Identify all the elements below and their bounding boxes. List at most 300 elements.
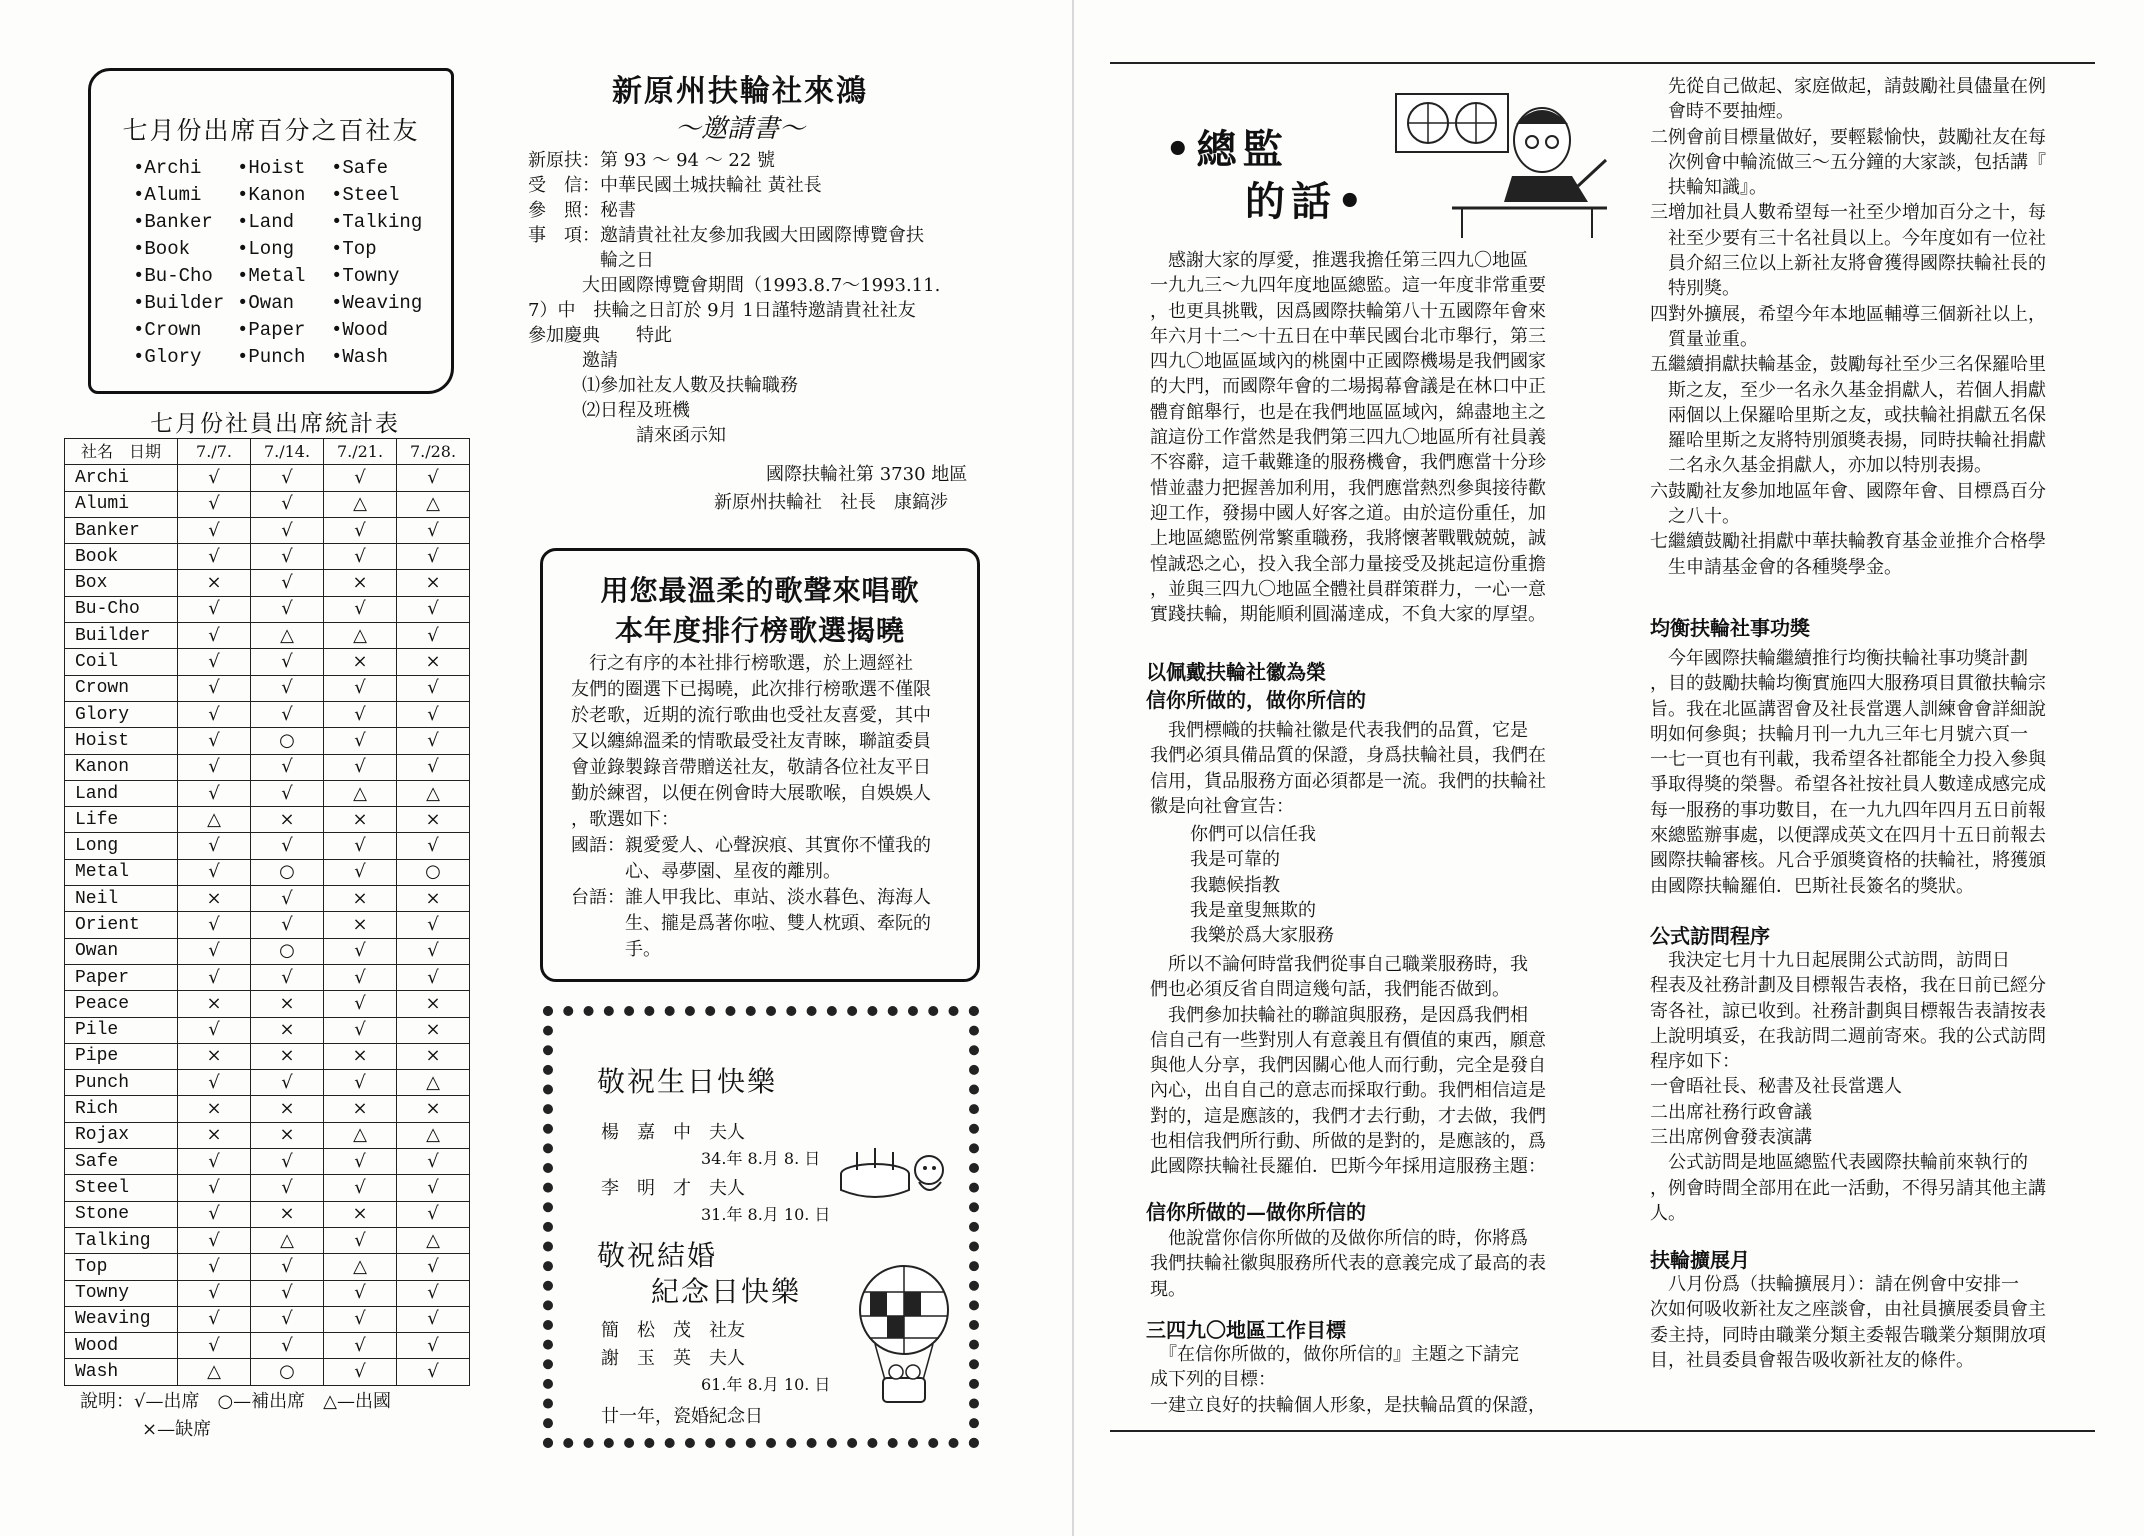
attendance-mark-cell: √ xyxy=(251,833,324,859)
text-line: 上地區總監例常繁重職務，我將懷著戰戰兢兢，誠 xyxy=(1150,528,1546,550)
governor-creed xyxy=(1190,822,1334,948)
attendance-mark-cell: √ xyxy=(178,1175,251,1201)
attendance-mark-cell: √ xyxy=(397,833,470,859)
attendance-mark-cell: √ xyxy=(251,754,324,780)
attendance-mark-cell: △ xyxy=(397,780,470,806)
governor-para4 xyxy=(1150,1226,1546,1302)
attendance-mark-cell: √ xyxy=(397,596,470,622)
attendance-mark-cell: √ xyxy=(397,938,470,964)
text-line: 次如何吸收新社友之座談會，由社員擴展委員會主 xyxy=(1650,1299,2046,1321)
attendance-mark-cell: × xyxy=(251,1122,324,1148)
text-line: 他說當你信你所做的及做你所信的時，你將爲 xyxy=(1150,1228,1528,1249)
member-name: •Glory xyxy=(133,346,202,368)
attendance-row xyxy=(65,1227,470,1253)
member-name-cell: Top xyxy=(65,1254,178,1280)
attendance-mark-cell: √ xyxy=(178,675,251,701)
text-line: 惜並盡力把握善加利用，我們應當熱烈參與接待歡 xyxy=(1150,477,1546,499)
header-date: 7./21. xyxy=(324,439,397,465)
member-name-cell: Kanon xyxy=(65,754,178,780)
perfect-attendance-col2 xyxy=(237,155,305,371)
text-line: 一會晤社長、秘書及社長當選人 xyxy=(1650,1076,1902,1098)
attendance-mark-cell: √ xyxy=(178,859,251,885)
legend-line: ×—缺席 xyxy=(142,1419,212,1440)
text-line: 一九九三～九四年度地區總監。這一年度非常重要 xyxy=(1150,275,1546,297)
member-name-cell: Safe xyxy=(65,1149,178,1175)
text-line: 感謝大家的厚愛，推選我擔任第三四九〇地區 xyxy=(1150,250,1528,271)
member-name: •Wood xyxy=(331,319,389,341)
invitation-body xyxy=(528,148,940,448)
attendance-row xyxy=(65,1359,470,1385)
wedding-note: 廿一年，瓷婚紀念日 xyxy=(601,1406,763,1427)
attendance-body xyxy=(65,465,470,1385)
hot-air-balloon-icon xyxy=(849,1262,959,1412)
attendance-row xyxy=(65,728,470,754)
text-line: 二例會前目標量做好，要輕鬆愉快，鼓勵社友在每 xyxy=(1650,126,2046,148)
text-line: 扶輪知識』。 xyxy=(1650,177,1767,199)
song-line: 又以纏綿溫柔的情歌最受社友青睞，聯誼委員 xyxy=(571,731,931,752)
member-name-cell: Long xyxy=(65,833,178,859)
attendance-mark-cell: √ xyxy=(251,886,324,912)
text-line: 生申請基金會的各種獎學金。 xyxy=(1650,556,1902,578)
attendance-row xyxy=(65,1175,470,1201)
attendance-row xyxy=(65,833,470,859)
text-line: 內心，出自自己的意志而採取行動。我們相信這是 xyxy=(1150,1080,1546,1102)
attendance-mark-cell: √ xyxy=(178,1070,251,1096)
text-line: 體育館舉行，也是在我們地區區域內，綿盡地主之 xyxy=(1150,401,1546,423)
attendance-header-row xyxy=(65,439,470,465)
attendance-mark-cell: √ xyxy=(178,964,251,990)
song-line: 手。 xyxy=(571,939,661,960)
attendance-mark-cell: √ xyxy=(397,1333,470,1359)
text-line: 們也必須反省自問這幾句話，我們能否做到。 xyxy=(1150,979,1510,1001)
song-line: 友們的圈選下已揭曉，此次排行榜歌選不僅限 xyxy=(571,679,931,700)
governor-para1 xyxy=(1150,248,1546,627)
wedding-title: 敬祝結婚 xyxy=(597,1239,718,1272)
member-name-cell: Rojax xyxy=(65,1122,178,1148)
attendance-mark-cell: √ xyxy=(397,465,470,491)
attendance-mark-cell: × xyxy=(397,1096,470,1122)
birthday-name: 楊 嘉 中 夫人 xyxy=(601,1122,745,1143)
invitation-sign-district: 國際扶輪社第 3730 地區 xyxy=(766,464,968,485)
song-box xyxy=(540,548,980,982)
attendance-row xyxy=(65,1122,470,1148)
celebration-box xyxy=(543,1006,979,1448)
text-line: 徽是向社會宣告： xyxy=(1150,795,1294,817)
member-name: •Kanon xyxy=(237,184,306,206)
attendance-mark-cell: △ xyxy=(397,491,470,517)
member-name-cell: Builder xyxy=(65,623,178,649)
attendance-mark-cell: √ xyxy=(178,754,251,780)
attendance-mark-cell: √ xyxy=(178,1201,251,1227)
attendance-mark-cell: ○ xyxy=(251,1359,324,1385)
attendance-mark-cell: √ xyxy=(251,1175,324,1201)
text-line: 斯之友，至少一名永久基金捐獻人，若個人捐獻 xyxy=(1650,379,2046,401)
attendance-row xyxy=(65,1306,470,1332)
text-line: 實踐扶輪，期能順利圓滿達成，不負大家的厚望。 xyxy=(1150,604,1546,626)
song-line: 生、攏是爲著你啦、雙人枕頭、牽阮的 xyxy=(571,913,931,934)
text-line: 二名永久基金捐獻人，亦加以特別表揚。 xyxy=(1650,455,1992,477)
member-name-cell: Pile xyxy=(65,1017,178,1043)
attendance-row xyxy=(65,1096,470,1122)
member-name: •Paper xyxy=(237,319,306,341)
member-name-cell: Metal xyxy=(65,859,178,885)
member-name-cell: Rich xyxy=(65,1096,178,1122)
attendance-mark-cell: √ xyxy=(178,1149,251,1175)
attendance-mark-cell: √ xyxy=(178,912,251,938)
section-heading: 信你所做的，做你所信的 xyxy=(1146,688,1366,712)
member-name-cell: Punch xyxy=(65,1070,178,1096)
text-line: 國際扶輪審核。凡合乎頒獎資格的扶輪社，將獲頒 xyxy=(1650,850,2046,872)
member-name: •Safe xyxy=(331,157,389,179)
attendance-mark-cell: √ xyxy=(324,1149,397,1175)
text-line: ，並與三四九〇地區全體社員群策群力，一心一意 xyxy=(1150,578,1546,600)
attendance-mark-cell: √ xyxy=(251,1333,324,1359)
creed-line: 我聽候指教 xyxy=(1190,874,1280,896)
text-line: 次例會中輪流做三～五分鐘的大家談，包括講『 xyxy=(1650,151,2046,173)
member-name: •Book xyxy=(133,238,191,260)
attendance-row xyxy=(65,1043,470,1069)
text-line: 明如何參與；扶輪月刊一九九三年七月號六頁一 xyxy=(1650,723,2028,745)
invitation-sign-president: 新原州扶輪社 社長 康鎬涉 xyxy=(714,492,948,513)
attendance-row xyxy=(65,491,470,517)
top-divider xyxy=(1110,62,2095,64)
invitation-line: 邀請 xyxy=(528,350,618,371)
attendance-mark-cell: √ xyxy=(324,596,397,622)
attendance-row xyxy=(65,517,470,543)
text-line: 我們必須具備品質的保證，身爲扶輪社員，我們在 xyxy=(1150,745,1546,767)
member-name: •Owan xyxy=(237,292,295,314)
text-line: 委主持，同時由職業分類主委報告職業分類開放項 xyxy=(1650,1324,2046,1346)
member-name-cell: Pipe xyxy=(65,1043,178,1069)
attendance-mark-cell: √ xyxy=(251,491,324,517)
song-line: 行之有序的本社排行榜歌選，於上週經社 xyxy=(571,653,913,674)
text-line: 所以不論何時當我們從事自己職業服務時，我 xyxy=(1150,954,1528,975)
attendance-row xyxy=(65,912,470,938)
text-line: 信自己有一些對別人有意義且有價值的東西，願意 xyxy=(1150,1029,1546,1051)
invitation-line: 參 照：秘書 xyxy=(528,200,636,221)
birthday-name: 李 明 才 夫人 xyxy=(601,1178,745,1199)
attendance-mark-cell: × xyxy=(324,807,397,833)
text-line: 我決定七月十九日起展開公式訪問，訪問日 xyxy=(1650,950,2010,971)
section-heading: 三四九〇地區工作目標 xyxy=(1146,1318,1346,1342)
invitation-line: 事 項：邀請貴社社友參加我國大田國際博覽會扶 xyxy=(528,225,924,246)
attendance-mark-cell: √ xyxy=(251,912,324,938)
creed-line: 我是可靠的 xyxy=(1190,849,1280,871)
member-name-cell: Peace xyxy=(65,991,178,1017)
member-name: •Top xyxy=(331,238,377,260)
attendance-mark-cell: √ xyxy=(251,596,324,622)
attendance-mark-cell: √ xyxy=(178,623,251,649)
attendance-mark-cell: × xyxy=(324,1096,397,1122)
member-name-cell: Owan xyxy=(65,938,178,964)
attendance-mark-cell: √ xyxy=(178,649,251,675)
attendance-mark-cell: √ xyxy=(178,1333,251,1359)
text-line: 爭取得獎的榮譽。希望各社按社員人數達成感完成 xyxy=(1650,774,2046,796)
attendance-mark-cell: △ xyxy=(324,623,397,649)
text-line: 五繼續捐獻扶輪基金，鼓勵每社至少三名保羅哈里 xyxy=(1650,354,2046,376)
text-line: 六鼓勵社友參加地區年會、國際年會、目標爲百分 xyxy=(1650,480,2046,502)
attendance-mark-cell: × xyxy=(324,912,397,938)
governor-para6 xyxy=(1650,646,2046,899)
song-title: 用您最溫柔的歌聲來唱歌 xyxy=(600,574,920,607)
attendance-row xyxy=(65,938,470,964)
attendance-row xyxy=(65,991,470,1017)
attendance-mark-cell: × xyxy=(324,886,397,912)
header-name-date: 社名 日期 xyxy=(65,439,178,465)
text-line: 由國際扶輪羅伯．巴斯社長簽名的獎狀。 xyxy=(1650,875,1974,897)
text-line: 此國際扶輪社長羅伯．巴斯今年採用這服務主題： xyxy=(1150,1156,1546,1178)
member-name-cell: Wash xyxy=(65,1359,178,1385)
attendance-mark-cell: √ xyxy=(397,544,470,570)
attendance-mark-cell: √ xyxy=(324,517,397,543)
attendance-row xyxy=(65,1070,470,1096)
attendance-mark-cell: √ xyxy=(178,1254,251,1280)
text-line: ，也更具挑戰，因爲國際扶輪第八十五國際年會來 xyxy=(1150,300,1546,322)
text-line: 一建立良好的扶輪個人形象，是扶輪品質的保證， xyxy=(1150,1394,1546,1416)
attendance-mark-cell: √ xyxy=(397,1306,470,1332)
attendance-mark-cell: √ xyxy=(324,1227,397,1253)
song-line: 國語：親愛愛人、心聲淚痕、其實你不懂我的 xyxy=(571,835,931,856)
attendance-mark-cell: √ xyxy=(324,1359,397,1385)
section-heading: 均衡扶輪社事功獎 xyxy=(1650,616,1810,640)
attendance-mark-cell: × xyxy=(397,649,470,675)
attendance-row xyxy=(65,1201,470,1227)
bottom-divider xyxy=(1110,1430,2095,1432)
attendance-legend xyxy=(80,1388,391,1444)
attendance-mark-cell: √ xyxy=(397,1175,470,1201)
member-name-cell: Hoist xyxy=(65,728,178,754)
attendance-mark-cell: √ xyxy=(324,1306,397,1332)
attendance-mark-cell: √ xyxy=(251,570,324,596)
attendance-mark-cell: △ xyxy=(324,1254,397,1280)
member-name: •Builder xyxy=(133,292,225,314)
member-name: •Long xyxy=(237,238,295,260)
attendance-row xyxy=(65,596,470,622)
header-date: 7./14. xyxy=(251,439,324,465)
text-line: 不容辭，這千載難逢的服務機會，我們應當十分珍 xyxy=(1150,452,1546,474)
text-line: 寄各社，諒已收到。社務計劃與目標報告表請按表 xyxy=(1650,1000,2046,1022)
attendance-mark-cell: × xyxy=(178,991,251,1017)
attendance-mark-cell: √ xyxy=(397,964,470,990)
attendance-row xyxy=(65,701,470,727)
attendance-row xyxy=(65,570,470,596)
text-line: 今年國際扶輪繼續推行均衡扶輪社事功獎計劃 xyxy=(1650,648,2028,669)
attendance-mark-cell: √ xyxy=(397,1149,470,1175)
invitation-line: 參加慶典 特此 xyxy=(528,325,672,346)
header-date: 7./7. xyxy=(178,439,251,465)
attendance-mark-cell: √ xyxy=(251,1306,324,1332)
attendance-mark-cell: △ xyxy=(251,623,324,649)
attendance-mark-cell: √ xyxy=(324,964,397,990)
text-line: 七繼續鼓勵社捐獻中華扶輪教育基金並推介合格學 xyxy=(1650,531,2046,553)
attendance-mark-cell: √ xyxy=(324,1017,397,1043)
text-line: 四對外擴展，希望今年本地區輔導三個新社以上， xyxy=(1650,303,2046,325)
member-name: •Hoist xyxy=(237,157,306,179)
attendance-row xyxy=(65,1149,470,1175)
song-body xyxy=(571,651,931,963)
invitation-line: 請來函示知 xyxy=(528,425,726,446)
text-line: 我們扶輪社徽與服務所代表的意義完成了最高的表 xyxy=(1150,1253,1546,1275)
attendance-mark-cell: √ xyxy=(251,701,324,727)
attendance-mark-cell: ○ xyxy=(251,728,324,754)
attendance-mark-cell: √ xyxy=(178,465,251,491)
attendance-mark-cell: √ xyxy=(251,675,324,701)
member-name-cell: Archi xyxy=(65,465,178,491)
attendance-mark-cell: √ xyxy=(251,1149,324,1175)
invitation-line: 大田國際博覽會期間（1993.8.7～1993.11. xyxy=(528,275,941,296)
attendance-mark-cell: √ xyxy=(324,465,397,491)
attendance-row xyxy=(65,1333,470,1359)
attendance-mark-cell: √ xyxy=(324,754,397,780)
member-name: •Alumi xyxy=(133,184,202,206)
text-line: 『在信你所做的，做你所信的』主題之下請完 xyxy=(1150,1344,1519,1365)
text-line: 之八十。 xyxy=(1650,506,1740,528)
member-name-cell: Bu-Cho xyxy=(65,596,178,622)
attendance-mark-cell: △ xyxy=(397,1227,470,1253)
attendance-mark-cell: √ xyxy=(251,780,324,806)
section-heading: 扶輪擴展月 xyxy=(1650,1248,1750,1272)
attendance-mark-cell: √ xyxy=(397,912,470,938)
governor-para2 xyxy=(1150,718,1546,819)
attendance-mark-cell: × xyxy=(178,570,251,596)
perfect-attendance-col1 xyxy=(133,155,224,371)
attendance-row xyxy=(65,859,470,885)
song-line: 於老歌，近期的流行歌曲也受社友喜愛，其中 xyxy=(571,705,931,726)
member-name: •Bu-Cho xyxy=(133,265,213,287)
member-name: •Crown xyxy=(133,319,202,341)
attendance-mark-cell: ○ xyxy=(397,859,470,885)
attendance-mark-cell: √ xyxy=(178,1306,251,1332)
attendance-mark-cell: × xyxy=(251,991,324,1017)
governor-para3 xyxy=(1150,952,1546,1180)
governor-para7 xyxy=(1650,948,2046,1226)
text-line: 誼這份工作當然是我們第三四九〇地區所有社員義 xyxy=(1150,427,1546,449)
attendance-row xyxy=(65,886,470,912)
perfect-attendance-col3 xyxy=(331,155,422,371)
attendance-row xyxy=(65,675,470,701)
member-name-cell: Stone xyxy=(65,1201,178,1227)
member-name-cell: Neil xyxy=(65,886,178,912)
governor-cartoon-icon xyxy=(1392,90,1612,240)
attendance-mark-cell: √ xyxy=(324,991,397,1017)
attendance-mark-cell: √ xyxy=(251,1070,324,1096)
attendance-mark-cell: × xyxy=(251,1201,324,1227)
text-line: 對的，這是應該的，我們才去行動，才去做，我們 xyxy=(1150,1105,1546,1127)
attendance-mark-cell: √ xyxy=(324,938,397,964)
attendance-mark-cell: √ xyxy=(251,544,324,570)
attendance-row xyxy=(65,1017,470,1043)
attendance-mark-cell: √ xyxy=(251,1280,324,1306)
attendance-mark-cell: △ xyxy=(397,1122,470,1148)
member-name-cell: Steel xyxy=(65,1175,178,1201)
text-line: 人。 xyxy=(1650,1202,1686,1224)
invitation-title: 新原州扶輪社來鴻 xyxy=(612,74,868,109)
attendance-row xyxy=(65,807,470,833)
song-subtitle: 本年度排行榜歌選揭曉 xyxy=(614,614,905,647)
header-date: 7./28. xyxy=(397,439,470,465)
invitation-line: ⑴參加社友人數及扶輪職務 xyxy=(528,375,798,396)
member-name-cell: Alumi xyxy=(65,491,178,517)
attendance-mark-cell: √ xyxy=(324,1280,397,1306)
text-line: 惶誠恐之心，投入我全部力量接受及挑起這份重擔 xyxy=(1150,553,1546,575)
text-line: 社至少要有三十名社員以上。今年度如有一位社 xyxy=(1650,227,2046,249)
governor-goals xyxy=(1650,74,2046,580)
member-name: •Archi xyxy=(133,157,202,179)
text-line: ，例會時間全部用在此一活動，不得另請其他主講 xyxy=(1650,1177,2046,1199)
creed-line: 我是童叟無欺的 xyxy=(1190,899,1316,921)
attendance-mark-cell: √ xyxy=(178,938,251,964)
attendance-mark-cell: √ xyxy=(324,675,397,701)
attendance-mark-cell: × xyxy=(324,570,397,596)
attendance-mark-cell: √ xyxy=(178,833,251,859)
attendance-mark-cell: × xyxy=(251,1017,324,1043)
member-name-cell: Book xyxy=(65,544,178,570)
song-line: 會並錄製錄音帶贈送社友，敬請各位社友平日 xyxy=(571,757,931,778)
section-heading: 信你所做的—做你所信的 xyxy=(1146,1200,1366,1224)
wedding-name: 簡 松 茂 社友 xyxy=(601,1320,745,1341)
attendance-mark-cell: √ xyxy=(324,859,397,885)
attendance-mark-cell: △ xyxy=(251,1227,324,1253)
text-line: 質量並重。 xyxy=(1650,328,1758,350)
text-line: 兩個以上保羅哈里斯之友，或扶輪社捐獻五名保 xyxy=(1650,404,2046,426)
attendance-row xyxy=(65,1280,470,1306)
attendance-mark-cell: √ xyxy=(397,701,470,727)
birthday-date: 34.年 8.月 8. 日 xyxy=(701,1149,821,1168)
text-line: 的大門，而國際年會的二場揭幕會議是在林口中正 xyxy=(1150,376,1546,398)
attendance-mark-cell: √ xyxy=(397,1280,470,1306)
text-line: 三增加社員人數希望每一社至少增加百分之十，每 xyxy=(1650,202,2046,224)
member-name: •Talking xyxy=(331,211,423,233)
attendance-mark-cell: × xyxy=(397,1043,470,1069)
invitation-line: ⑵日程及班機 xyxy=(528,400,690,421)
attendance-mark-cell: △ xyxy=(324,1122,397,1148)
attendance-mark-cell: × xyxy=(251,1096,324,1122)
attendance-mark-cell: √ xyxy=(397,517,470,543)
attendance-mark-cell: √ xyxy=(178,544,251,570)
attendance-mark-cell: × xyxy=(251,1043,324,1069)
text-line: 二出席社務行政會議 xyxy=(1650,1101,1812,1123)
text-line: 每一服務的事功數目，在一九九四年四月五日前報 xyxy=(1650,799,2046,821)
governor-para5 xyxy=(1150,1342,1546,1418)
attendance-mark-cell: × xyxy=(397,570,470,596)
attendance-mark-cell: √ xyxy=(324,1333,397,1359)
section-heading: 以佩戴扶輪社徽為榮 xyxy=(1146,660,1326,684)
text-line: 三出席例會發表演講 xyxy=(1650,1127,1812,1149)
attendance-mark-cell: × xyxy=(178,1096,251,1122)
wedding-subtitle: 紀念日快樂 xyxy=(651,1275,802,1308)
attendance-mark-cell: √ xyxy=(324,1175,397,1201)
attendance-mark-cell: × xyxy=(397,886,470,912)
member-name-cell: Banker xyxy=(65,517,178,543)
attendance-row xyxy=(65,780,470,806)
text-line: 程表及社務計劃及目標報告表格，我在日前已經分 xyxy=(1650,975,2046,997)
creed-line: 我樂於爲大家服務 xyxy=(1190,925,1334,947)
attendance-mark-cell: √ xyxy=(178,517,251,543)
invitation-line: 受 信：中華民國土城扶輪社 黃社長 xyxy=(528,175,822,196)
attendance-mark-cell: √ xyxy=(397,1201,470,1227)
attendance-mark-cell: × xyxy=(397,991,470,1017)
attendance-mark-cell: √ xyxy=(251,649,324,675)
birthday-title: 敬祝生日快樂 xyxy=(597,1065,778,1098)
member-name: •Steel xyxy=(331,184,400,206)
attendance-row xyxy=(65,1254,470,1280)
attendance-mark-cell: √ xyxy=(397,1359,470,1385)
text-line: 來總監辦事處，以便譯成英文在四月十五日前報去 xyxy=(1650,825,2046,847)
text-line: 目，社員委員會報告吸收新社友的條件。 xyxy=(1650,1349,1974,1371)
invitation-subtitle: ～邀請書～ xyxy=(674,114,805,144)
text-line: 上說明填妥，在我訪問二週前寄來。我的公式訪問 xyxy=(1650,1025,2046,1047)
attendance-mark-cell: √ xyxy=(324,1070,397,1096)
